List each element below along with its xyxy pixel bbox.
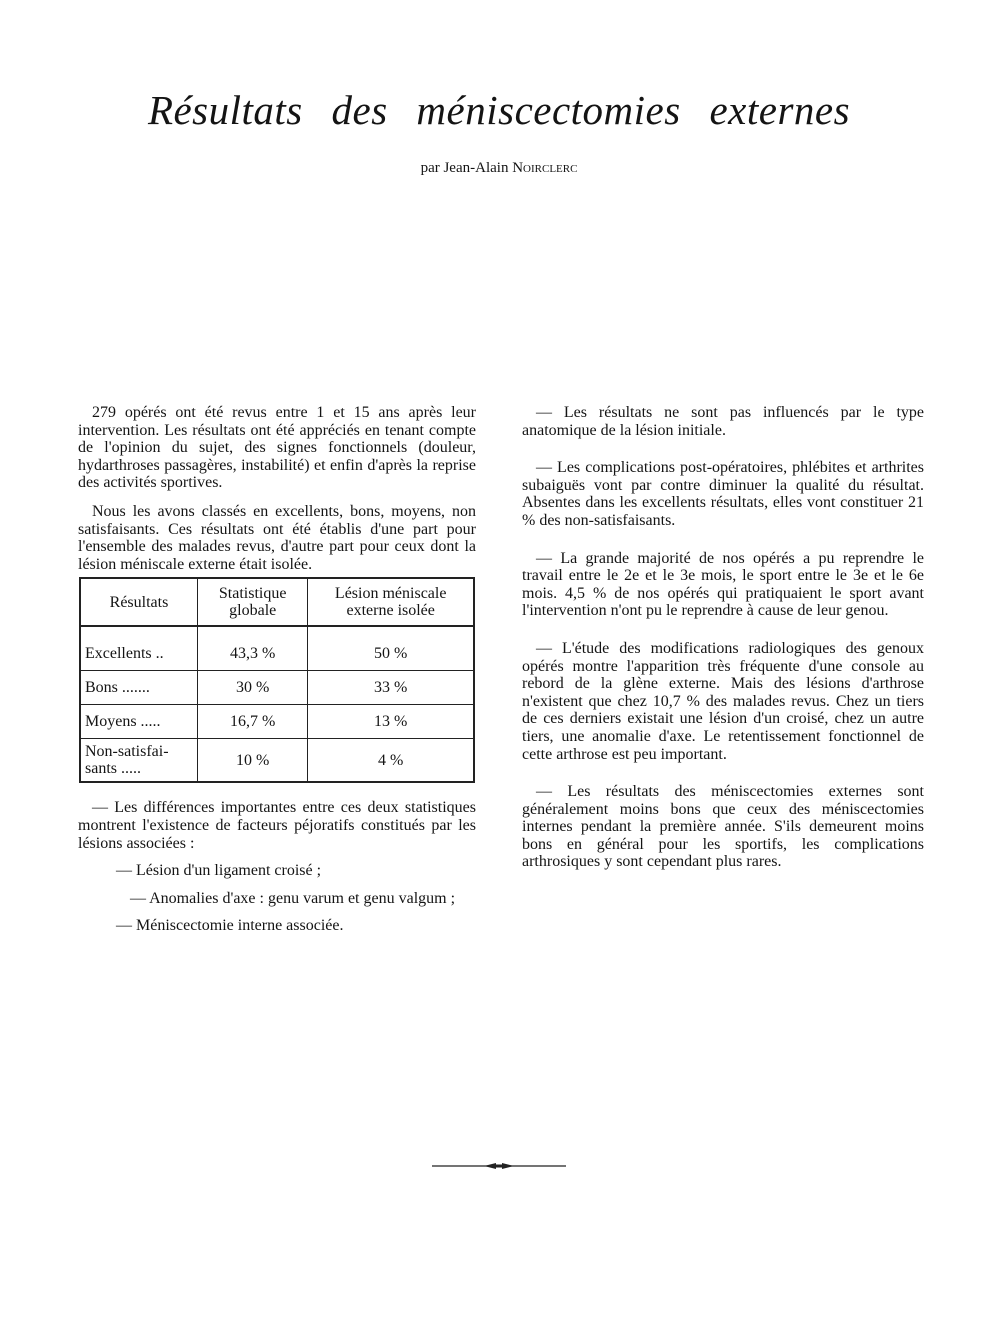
byline bbox=[0, 160, 998, 177]
header-resultats: Résultats bbox=[80, 578, 198, 626]
table-row bbox=[80, 671, 474, 705]
results-table bbox=[79, 577, 475, 783]
cell-isolee: 13 % bbox=[308, 705, 474, 739]
row-label: Moyens ..... bbox=[80, 705, 198, 739]
byline-prefix: par Jean-Alain bbox=[420, 160, 509, 176]
paragraph-reprise: — La grande majorité de nos opérés a pu reprendre le travail entre le 2e et le 3e mois, le sport entre le 3e et le 6e mois. 4,5 % de nos opérés qui pratiquaient le sport avant l'intervention n'ont pu le reprendre à cause de leur genou. bbox=[522, 549, 924, 620]
cell-global: 10 % bbox=[198, 739, 308, 783]
right-column bbox=[522, 404, 924, 871]
paragraph-radiologie: — L'étude des modifications radiologiques des genoux opérés montre l'apparition très fréquente d'une console au rebord de la glène externe. Mais des lésions d'arthrose n'existent que chez 10,7 % des malades revus. Chez un tiers de ces derniers existait une lésion d'un croisé, chez un autre tiers, une anomalie d'axe. Le retentissement fonctionnel de cette arthrose est peu important. bbox=[522, 639, 924, 763]
cell-isolee: 4 % bbox=[308, 739, 474, 783]
header-statistique-globale: Statistique globale bbox=[198, 578, 308, 626]
end-ornament-icon bbox=[432, 1160, 566, 1172]
table-row bbox=[80, 705, 474, 739]
article-title: Résultats des méniscectomies externes bbox=[147, 87, 851, 133]
paragraph-differences: — Les différences importantes entre ces deux statistiques montrent l'existence de facteurs péjoratifs constitués par les lésions associées : bbox=[78, 799, 476, 852]
table-row bbox=[80, 637, 474, 671]
cell-isolee: 33 % bbox=[308, 671, 474, 705]
list-item-anomalies: — Anomalies d'axe : genu varum et genu valgum ; bbox=[130, 889, 456, 907]
table-row bbox=[80, 739, 474, 783]
cell-global: 30 % bbox=[198, 671, 308, 705]
paragraph-conclusion: — Les résultats des méniscectomies externes sont généralement moins bons que ceux des méniscectomies internes pendant la première année. S'ils demeurent moins bons en général pour les sportifs, les complications arthrosiques y sont cependant plus rares. bbox=[522, 783, 924, 871]
header-lesion-isolee: Lésion méniscale externe isolée bbox=[308, 578, 474, 626]
paragraph-complications: — Les complications post-opératoires, phlébites et arthrites subaiguës vont par contre diminuer la qualité du résultat. Absentes dans les excellents résultats, elles vont constituer 21 % des non-satisfaisants. bbox=[522, 459, 924, 529]
row-label: Non-satisfai- sants ..... bbox=[80, 739, 198, 783]
row-label: Bons ....... bbox=[80, 671, 198, 705]
paragraph-intro: 279 opérés ont été revus entre 1 et 15 ans après leur intervention. Les résultats ont été appréciés en tenant compte de l'opinion du sujet, des signes fonctionnels (douleur, hydarthroses passagères, instabilité) et enfin d'après la reprise des activités sportives. bbox=[78, 404, 476, 492]
cell-global: 16,7 % bbox=[198, 705, 308, 739]
cell-isolee: 50 % bbox=[308, 637, 474, 671]
cell-global: 43,3 % bbox=[198, 637, 308, 671]
left-column bbox=[78, 404, 476, 935]
list-item-ligament: — Lésion d'un ligament croisé ; bbox=[116, 862, 322, 880]
author-surname: Noirclerc bbox=[512, 160, 578, 176]
paragraph-type-anatomique: — Les résultats ne sont pas influencés par le type anatomique de la lésion initiale. bbox=[522, 404, 924, 439]
list-item-meniscectomie: — Méniscectomie interne associée. bbox=[116, 917, 344, 935]
paragraph-classification: Nous les avons classés en excellents, bons, moyens, non satisfaisants. Ces résultats ont été établis d'une part pour l'ensemble des malades revus, d'autre part pour ceux dont la lésion méniscale externe était isolée. bbox=[78, 502, 476, 573]
row-label: Excellents .. bbox=[80, 637, 198, 671]
